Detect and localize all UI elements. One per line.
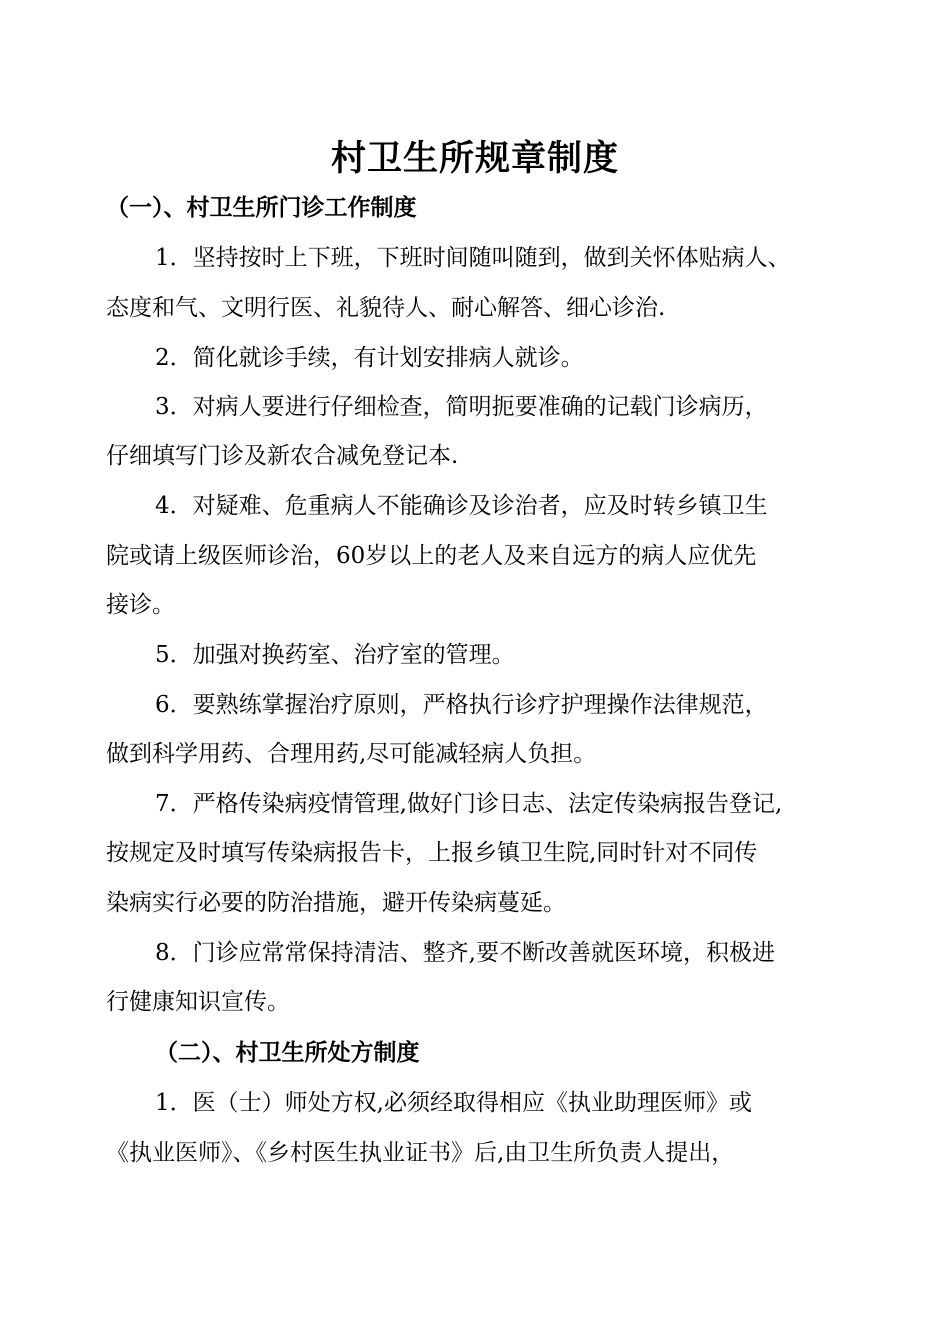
paragraph-line: 做到科学用药、合理用药,尽可能减轻病人负担。 <box>106 741 597 767</box>
document-title: 村卫生所规章制度 <box>330 139 619 179</box>
paragraph-line: 1．医（士）师处方权,必须经取得相应《执业助理医师》或 <box>155 1090 752 1116</box>
paragraph-line: 接诊。 <box>106 592 175 618</box>
paragraph-line: 按规定及时填写传染病报告卡，上报乡镇卫生院,同时针对不同传 <box>106 840 758 866</box>
paragraph-line: 1．坚持按时上下班，下班时间随叫随到，做到关怀体贴病人、 <box>155 245 791 271</box>
paragraph-line: 染病实行必要的防治措施，避开传染病蔓延。 <box>106 890 566 916</box>
paragraph-line: 院或请上级医师诊治，60岁以上的老人及来自远方的病人应优先 <box>106 543 757 569</box>
paragraph-line: 7．严格传染病疫情管理,做好门诊日志、法定传染病报告登记, <box>155 791 783 817</box>
paragraph-line: 仔细填写门诊及新农合减免登记本. <box>106 443 459 469</box>
paragraph-line: 3．对病人要进行仔细检查，简明扼要准确的记载门诊病历， <box>155 394 768 420</box>
paragraph-line: 态度和气、文明行医、礼貌待人、耐心解答、细心诊治. <box>106 295 666 321</box>
section-heading-prescription: （二）、村卫生所处方制度 <box>155 1040 420 1066</box>
paragraph-line: 《执业医师》、《乡村医生执业证书》后,由卫生所负责人提出， <box>106 1140 735 1166</box>
paragraph-line: 6．要熟练掌握治疗原则，严格执行诊疗护理操作法律规范， <box>155 692 768 718</box>
paragraph-line: 2．简化就诊手续，有计划安排病人就诊。 <box>155 345 584 371</box>
paragraph-line: 8．门诊应常常保持清洁、整齐,要不断改善就医环境，积极进 <box>155 940 775 966</box>
paragraph-line: 4．对疑难、危重病人不能确诊及诊治者，应及时转乡镇卫生 <box>155 493 768 519</box>
paragraph-line: 5．加强对换药室、治疗室的管理。 <box>155 642 515 668</box>
paragraph-line: 行健康知识宣传。 <box>106 989 290 1015</box>
section-heading-outpatient: （一）、村卫生所门诊工作制度 <box>106 195 417 221</box>
